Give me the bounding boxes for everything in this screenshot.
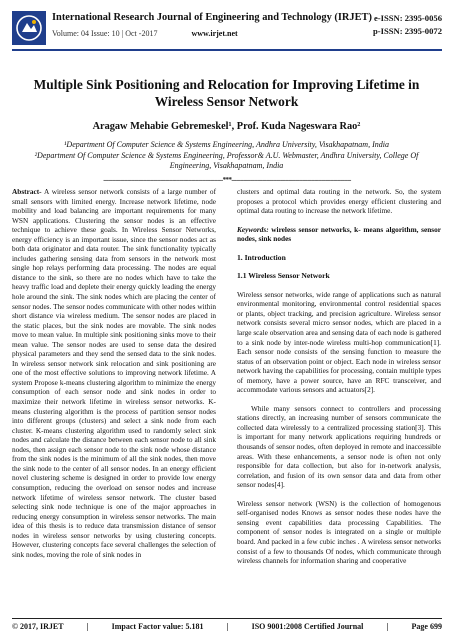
right-column: [237, 187, 441, 566]
footer-impact-factor: Impact Factor value: 5.181: [111, 622, 204, 631]
e-issn: e-ISSN: 2395-0056: [373, 13, 442, 23]
paper-title-line-1: Multiple Sink Positioning and Relocation for Improving Lifetime in: [33, 77, 420, 92]
page-footer: © 2017, IRJET | Impact Factor value: 5.181 | ISO 9001:2008 Certified Journal | Page 699: [12, 622, 442, 631]
keywords: [237, 225, 441, 244]
journal-title: International Research Journal of Engineering and Technology (IRJET): [52, 12, 372, 23]
keywords-text: wireless sensor networks, k- means algorithm, sensor nodes, sink nodes: [237, 224, 441, 244]
subsection-heading-wsn: 1.1 Wireless Sensor Network: [237, 271, 330, 281]
footer-iso: ISO 9001:2008 Certified Journal: [251, 622, 364, 631]
abstract-continued: clusters and optimal data routing in the network. So, the system proposes a protocol which provides energy efficient clustering and optimal data routing to increase the network lifetime.: [237, 187, 441, 216]
author-list: Aragaw Mehabie Gebremeskel¹, Prof. Kuda Nageswara Rao²: [92, 121, 361, 132]
footer-page-number: Page 699: [411, 622, 442, 631]
intro-paragraph-1: Wireless sensor networks, wide range of applications such as natural environmental monitoring, environmental control residential spaces or plants, object tracking, and precision agriculture. Wireless sensor network consists several micro sensor nodes, which are placed in a large scale observation area and sensing data of each node is gathered to a sink node by inter-node wireless multi-hop communication[1]. Each sensor node consists of the sensing function to measure the status of an observation point or object. Each node in wireless sensor network having the capabilities for processing, contain multiple types of memory, have a power source, have an RFC transceiver, and accommodate various sensors and actuators[2].: [237, 289, 441, 395]
affiliation-2: ²Department Of Computer Science & Systems Engineering, Professor& A.U. Webmaster, Andhra University, College Of Engineering, Visakhapatnam, India: [34, 151, 419, 171]
header-divider: [12, 49, 442, 51]
intro-paragraph-3: Wireless sensor network (WSN) is the collection of homogenous self-organised nodes Knows as sensor nodes these nodes have the sensing event capabilities data processing Capabilities. The component of sensor nodes is integrated on a single or multiple board. And packed in a few cubic inches . A wireless sensor networks consist of a few to thousands Of nodes, which communicate through wireless channels for information sharing and cooperative: [237, 498, 441, 566]
abstract-text: A wireless sensor network consists of a large number of small sensors with limited energy. Increase network lifetime, node mobility and load balancing are important requirements for many WSN applications. Clustering the sensor nodes is an effective technique to achieve these goals. In Wireless Sensor Networks, energy efficiency is an important issue, since the sensor nodes act as both data originator and data router. The sink functionality typically includes gathering sensing data from sensors in the network most single hop relays performing data processing. The nodes are equal distance to the sink, so there are no nodes which have to take the heavy traffic load and deplete their energy quickly leading the energy hole around the sink. The sink nodes which are placing the center of sensor nodes. The sensor nodes communicate with other nodes within short distance via wireless medium. The sensor nodes are placed in the static places, but the sink nodes are movable. The sink nodes move to mean value. In multiple sink positioning sinks move to their mean value. The sensor nodes are used to sense data the desired physical parameters and they send the sensed data to the sink nodes. In wireless sensor network sink relocation and sink positioning are one of the most effective solutions to improving network lifetime. A system Propose k-means clustering algorithm to minimize the energy consumption of each sensor node and sink nodes in order to maximize their network lifetime in wireless sensor networks. K-means clustering algorithm is the process of partition sensor nodes into different groups (clusters) and select a sink node from each cluster. K-means clustering algorithm used to randomly select sink nodes and calculate the distance between each sensor node to all sink nodes, then assign each sensor node to the sink node whose distance from the sink nodes is the minimum of all the sink nodes, then move the sink node to the center of all sensor nodes. In an energy efficient novel clustering scheme is designed in order to provide low energy consumption, reducing the overload on sensor nodes and increase network lifetime of wireless sensor network. The cluster based selecting sink node technique is one of the major approaches in reducing energy consumption in wireless sensor networks. The main idea of this thesis is to reduce data transmission distance of sensor nodes in wireless sensor networks by using clustering concepts. However, clustering concepts face several challenges the selection of sink nodes, moving the role of sink nodes in: [12, 187, 216, 559]
paper-title-line-2: Wireless Sensor Network: [154, 94, 299, 109]
footer-divider: [12, 618, 442, 619]
keywords-label: Keywords:: [237, 224, 269, 234]
abstract: [12, 187, 216, 559]
journal-meta: [52, 29, 238, 38]
section-separator: ---------------------------------------------------------------------***---------------------------------------------------------------------: [103, 176, 351, 184]
journal-header: [12, 9, 442, 51]
section-heading-introduction: 1. Introduction: [237, 252, 286, 262]
left-column: [12, 187, 216, 559]
paper-title: [20, 76, 433, 110]
intro-paragraph-2: While many sensors connect to controllers and processing stations directly, an increasing number of sensors communicate the collected data wirelessly to a centralized processing station[3]. This is important for many network applications requiring hundreds or thousands of sensor nodes, often deployed in remote and inaccessible areas. With these enhancements, a sensor node is often not only responsible for data collection, but also for in-network analysis, correlation, and fusion of its own sensor data and data from other sensor nodes[4].: [237, 403, 441, 490]
volume-issue: Volume: 04 Issue: 10 | Oct -2017: [52, 29, 158, 38]
abstract-label: Abstract-: [12, 187, 42, 196]
p-issn: p-ISSN: 2395-0072: [373, 26, 442, 36]
journal-url[interactable]: www.irjet.net: [191, 29, 238, 38]
affiliation-1: ¹Department Of Computer Science & Systems Engineering, Andhra University, Visakhapatnam, India: [64, 140, 389, 149]
irjet-logo: [12, 11, 46, 45]
footer-copyright: © 2017, IRJET: [12, 622, 64, 631]
